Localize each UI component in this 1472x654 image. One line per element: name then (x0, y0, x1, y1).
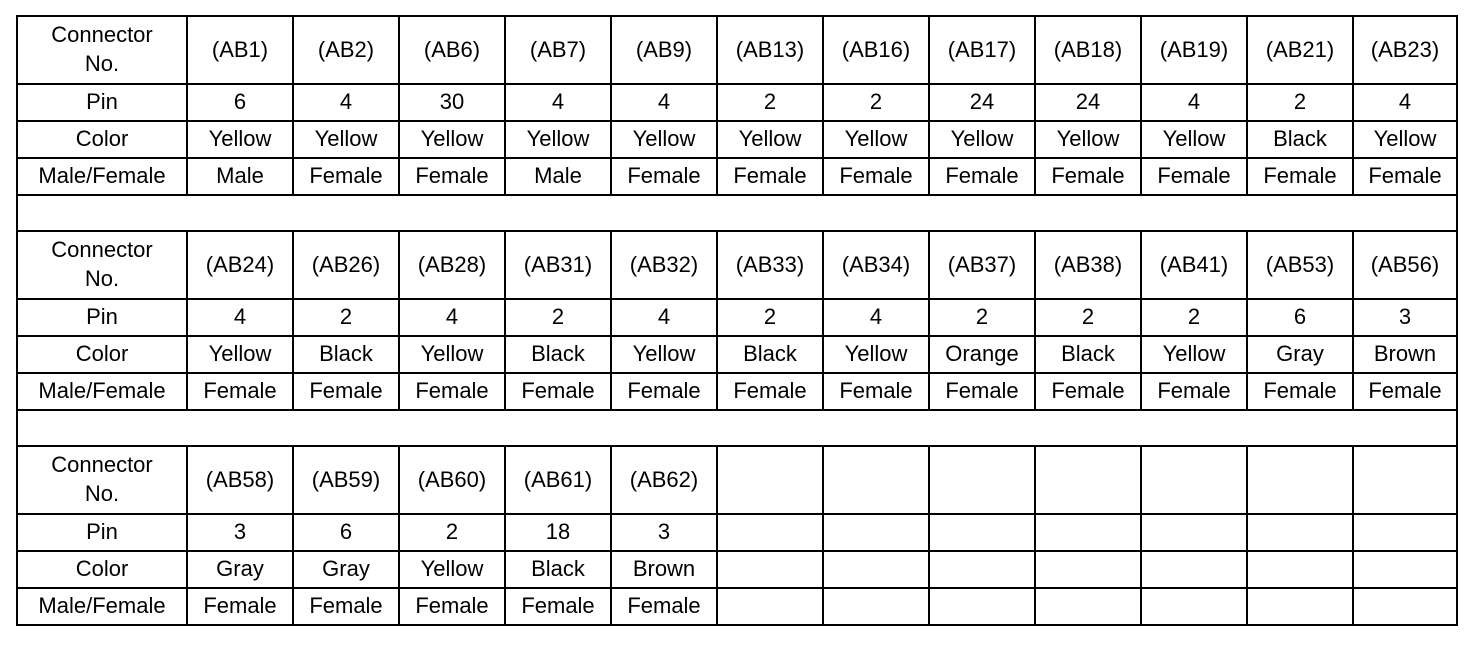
gender-label: Male/Female (17, 158, 187, 195)
connector-label: Connector No. (17, 16, 187, 84)
gender-cell (1353, 588, 1457, 625)
gender-cell: Female (399, 158, 505, 195)
color-cell: Yellow (717, 121, 823, 158)
connector-cell: (AB1) (187, 16, 293, 84)
gender-label: Male/Female (17, 588, 187, 625)
pin-cell (717, 514, 823, 551)
color-cell (1035, 551, 1141, 588)
gender-cell: Female (293, 158, 399, 195)
spacer-cell (17, 410, 1457, 446)
pin-cell: 3 (1353, 299, 1457, 336)
gender-cell (823, 588, 929, 625)
spacer-cell (17, 195, 1457, 231)
gender-label: Male/Female (17, 373, 187, 410)
color-cell: Yellow (1035, 121, 1141, 158)
gender-cell (717, 588, 823, 625)
color-cell: Brown (1353, 336, 1457, 373)
color-cell: Brown (611, 551, 717, 588)
gender-cell: Female (611, 588, 717, 625)
gender-cell (1247, 588, 1353, 625)
connector-label: Connector No. (17, 446, 187, 514)
color-row (17, 121, 1457, 158)
gender-row (17, 158, 1457, 195)
pin-cell (1247, 514, 1353, 551)
pin-cell: 2 (1141, 299, 1247, 336)
color-cell: Yellow (1353, 121, 1457, 158)
pin-cell: 4 (293, 84, 399, 121)
connector-cell (1247, 446, 1353, 514)
color-cell: Yellow (187, 121, 293, 158)
color-cell: Orange (929, 336, 1035, 373)
pin-cell: 2 (505, 299, 611, 336)
connector-cell: (AB33) (717, 231, 823, 299)
color-label: Color (17, 121, 187, 158)
connector-cell: (AB18) (1035, 16, 1141, 84)
color-cell (1141, 551, 1247, 588)
color-cell: Yellow (293, 121, 399, 158)
color-label: Color (17, 551, 187, 588)
color-cell: Gray (187, 551, 293, 588)
gender-cell: Female (505, 588, 611, 625)
gender-row (17, 373, 1457, 410)
gender-cell: Female (611, 158, 717, 195)
connector-cell: (AB34) (823, 231, 929, 299)
gender-cell: Female (1353, 158, 1457, 195)
connector-cell: (AB24) (187, 231, 293, 299)
color-cell: Yellow (611, 121, 717, 158)
block-spacer-row (17, 195, 1457, 231)
gender-cell: Female (717, 158, 823, 195)
pin-cell: 3 (187, 514, 293, 551)
color-cell: Yellow (823, 121, 929, 158)
pin-cell: 4 (823, 299, 929, 336)
connector-label: Connector No. (17, 231, 187, 299)
color-cell: Yellow (929, 121, 1035, 158)
connector-cell: (AB59) (293, 446, 399, 514)
connector-cell: (AB2) (293, 16, 399, 84)
gender-cell: Female (1035, 158, 1141, 195)
pin-cell: 24 (1035, 84, 1141, 121)
pin-label: Pin (17, 514, 187, 551)
color-cell: Gray (1247, 336, 1353, 373)
color-cell (717, 551, 823, 588)
gender-cell: Female (611, 373, 717, 410)
connector-cell: (AB32) (611, 231, 717, 299)
color-cell: Black (505, 336, 611, 373)
connector-cell: (AB61) (505, 446, 611, 514)
pin-cell: 2 (717, 299, 823, 336)
color-cell: Yellow (399, 336, 505, 373)
connector-no-row (17, 446, 1457, 514)
color-cell: Yellow (505, 121, 611, 158)
pin-cell: 4 (611, 299, 717, 336)
pin-cell: 2 (929, 299, 1035, 336)
connector-cell: (AB62) (611, 446, 717, 514)
connector-cell: (AB56) (1353, 231, 1457, 299)
color-cell: Yellow (399, 121, 505, 158)
connector-cell: (AB31) (505, 231, 611, 299)
pin-cell: 18 (505, 514, 611, 551)
pin-cell: 6 (293, 514, 399, 551)
color-cell: Yellow (399, 551, 505, 588)
color-cell: Black (505, 551, 611, 588)
gender-cell: Female (823, 373, 929, 410)
color-cell: Gray (293, 551, 399, 588)
color-cell (1353, 551, 1457, 588)
gender-cell (1035, 588, 1141, 625)
block-spacer-row (17, 410, 1457, 446)
gender-cell: Female (293, 373, 399, 410)
gender-cell: Female (1353, 373, 1457, 410)
pin-cell: 3 (611, 514, 717, 551)
gender-cell (1141, 588, 1247, 625)
pin-cell (929, 514, 1035, 551)
pin-cell: 2 (1247, 84, 1353, 121)
connector-cell: (AB13) (717, 16, 823, 84)
connector-cell: (AB60) (399, 446, 505, 514)
color-cell (1247, 551, 1353, 588)
connector-cell: (AB7) (505, 16, 611, 84)
gender-cell: Male (505, 158, 611, 195)
gender-cell: Female (1247, 373, 1353, 410)
color-cell: Yellow (823, 336, 929, 373)
pin-cell: 6 (187, 84, 293, 121)
gender-cell: Female (187, 373, 293, 410)
gender-cell: Female (399, 373, 505, 410)
pin-cell: 2 (293, 299, 399, 336)
gender-cell: Female (187, 588, 293, 625)
color-cell: Black (717, 336, 823, 373)
color-cell: Yellow (1141, 336, 1247, 373)
connector-cell: (AB28) (399, 231, 505, 299)
color-cell: Yellow (187, 336, 293, 373)
connector-cell: (AB6) (399, 16, 505, 84)
color-cell (823, 551, 929, 588)
color-cell: Black (1247, 121, 1353, 158)
pin-cell: 2 (399, 514, 505, 551)
color-cell (929, 551, 1035, 588)
connector-cell: (AB41) (1141, 231, 1247, 299)
color-cell: Black (293, 336, 399, 373)
pin-cell: 6 (1247, 299, 1353, 336)
pin-cell (1141, 514, 1247, 551)
color-label: Color (17, 336, 187, 373)
pin-row (17, 84, 1457, 121)
gender-cell: Female (1247, 158, 1353, 195)
connector-cell (1141, 446, 1247, 514)
pin-row (17, 299, 1457, 336)
pin-cell (1035, 514, 1141, 551)
pin-cell: 4 (611, 84, 717, 121)
pin-cell: 4 (399, 299, 505, 336)
connector-cell (1353, 446, 1457, 514)
connector-cell: (AB19) (1141, 16, 1247, 84)
gender-cell: Female (929, 158, 1035, 195)
gender-cell: Female (823, 158, 929, 195)
gender-cell: Female (929, 373, 1035, 410)
gender-cell: Female (293, 588, 399, 625)
pin-cell (823, 514, 929, 551)
gender-cell: Female (1141, 373, 1247, 410)
connector-cell: (AB23) (1353, 16, 1457, 84)
pin-cell: 4 (505, 84, 611, 121)
connector-cell: (AB58) (187, 446, 293, 514)
pin-row (17, 514, 1457, 551)
color-cell: Yellow (611, 336, 717, 373)
gender-cell: Female (717, 373, 823, 410)
connector-cell (717, 446, 823, 514)
connector-cell: (AB38) (1035, 231, 1141, 299)
connector-cell (929, 446, 1035, 514)
pin-cell: 2 (823, 84, 929, 121)
connector-cell: (AB16) (823, 16, 929, 84)
connector-cell: (AB37) (929, 231, 1035, 299)
pin-cell: 24 (929, 84, 1035, 121)
pin-cell: 4 (187, 299, 293, 336)
connector-no-row (17, 16, 1457, 84)
connector-cell (823, 446, 929, 514)
pin-label: Pin (17, 299, 187, 336)
pin-label: Pin (17, 84, 187, 121)
color-row (17, 551, 1457, 588)
gender-cell: Female (505, 373, 611, 410)
pin-cell (1353, 514, 1457, 551)
gender-cell: Female (1035, 373, 1141, 410)
pin-cell: 4 (1353, 84, 1457, 121)
connector-table (16, 15, 1458, 626)
pin-cell: 2 (717, 84, 823, 121)
gender-cell: Male (187, 158, 293, 195)
connector-cell: (AB26) (293, 231, 399, 299)
gender-cell: Female (1141, 158, 1247, 195)
color-cell: Black (1035, 336, 1141, 373)
color-row (17, 336, 1457, 373)
connector-cell: (AB9) (611, 16, 717, 84)
connector-no-row (17, 231, 1457, 299)
connector-cell (1035, 446, 1141, 514)
pin-cell: 2 (1035, 299, 1141, 336)
pin-cell: 30 (399, 84, 505, 121)
connector-cell: (AB21) (1247, 16, 1353, 84)
gender-cell (929, 588, 1035, 625)
connector-cell: (AB53) (1247, 231, 1353, 299)
pin-cell: 4 (1141, 84, 1247, 121)
gender-row (17, 588, 1457, 625)
connector-cell: (AB17) (929, 16, 1035, 84)
gender-cell: Female (399, 588, 505, 625)
color-cell: Yellow (1141, 121, 1247, 158)
